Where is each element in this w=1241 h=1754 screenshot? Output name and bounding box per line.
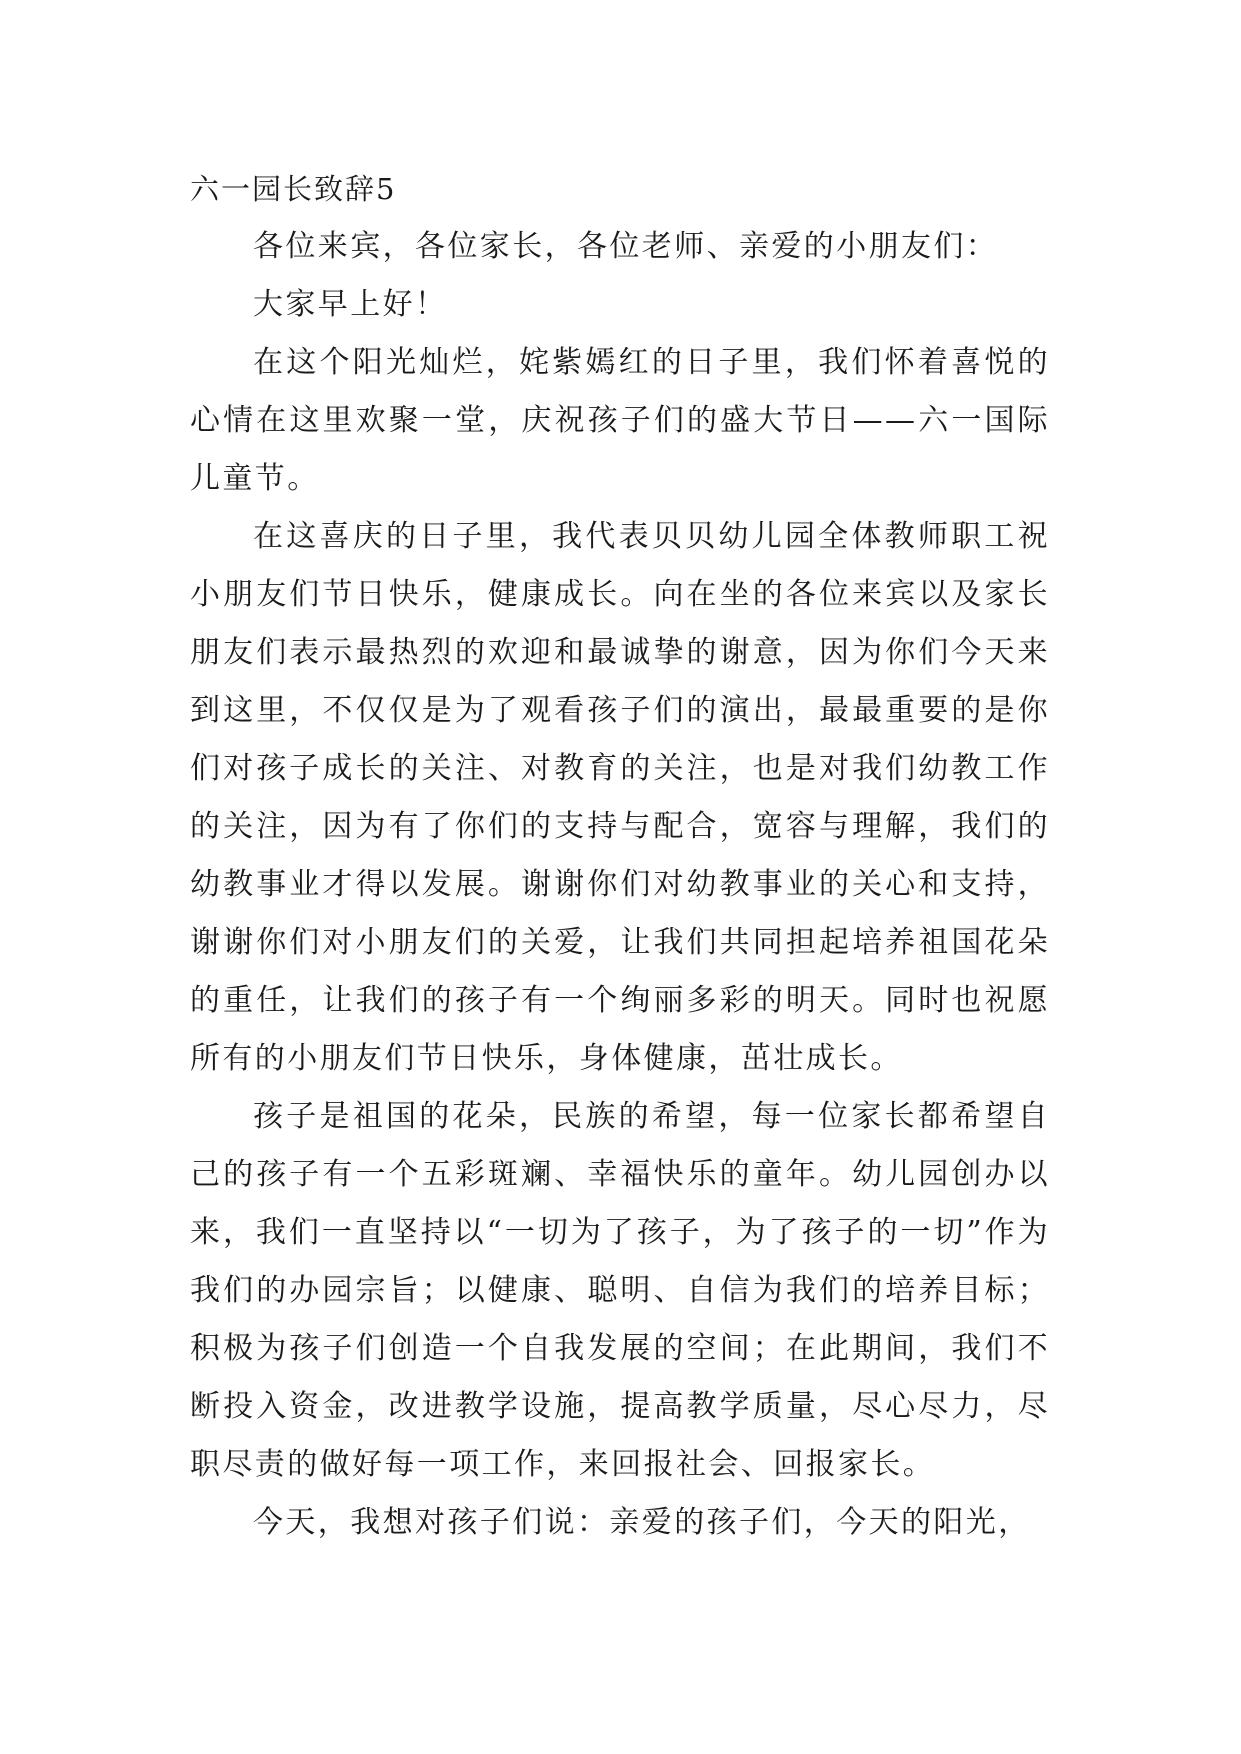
document-body [190, 160, 1050, 1552]
paragraph-good-morning: 大家早上好！ [253, 287, 448, 322]
document-title: 六一园长致辞5 [190, 172, 397, 206]
paragraph-mission: 孩子是祖国的花朵，民族的希望，每一位家长都希望自己的孩子有一个五彩斑斓、幸福快乐的童年。幼儿园创办以来，我们一直坚持以“一切为了孩子，为了孩子的一切”作为我们的办园宗旨；以健康、聪明、自信为我们的培养目标；积极为孩子们创造一个自我发展的空间；在此期间，我们不断投入资金，改进教学设施，提高教学质量，尽心尽力，尽职尽责的做好每一项工作，来回报社会、回报家长。 [190, 1099, 1050, 1482]
paragraph-opening: 在这个阳光灿烂，姹紫嫣红的日子里，我们怀着喜悦的心情在这里欢聚一堂，庆祝孩子们的盛大节日——六一国际儿童节。 [190, 345, 1050, 496]
paragraph-thanks: 在这喜庆的日子里，我代表贝贝幼儿园全体教师职工祝小朋友们节日快乐，健康成长。向在坐的各位来宾以及家长朋友们表示最热烈的欢迎和最诚挚的谢意，因为你们今天来到这里，不仅仅是为了观看孩子们的演出，最最重要的是你们对孩子成长的关注、对教育的关注，也是对我们幼教工作的关注，因为有了你们的支持与配合，宽容与理解，我们的幼教事业才得以发展。谢谢你们对幼教事业的关心和支持，谢谢你们对小朋友们的关爱，让我们共同担起培养祖国花朵的重任，让我们的孩子有一个绚丽多彩的明天。同时也祝愿所有的小朋友们节日快乐，身体健康，茁壮成长。 [190, 519, 1050, 1076]
paragraph-greeting: 各位来宾，各位家长，各位老师、亲爱的小朋友们： [253, 229, 999, 264]
paragraph-to-children: 今天，我想对孩子们说：亲爱的孩子们，今天的阳光， [253, 1505, 1031, 1540]
